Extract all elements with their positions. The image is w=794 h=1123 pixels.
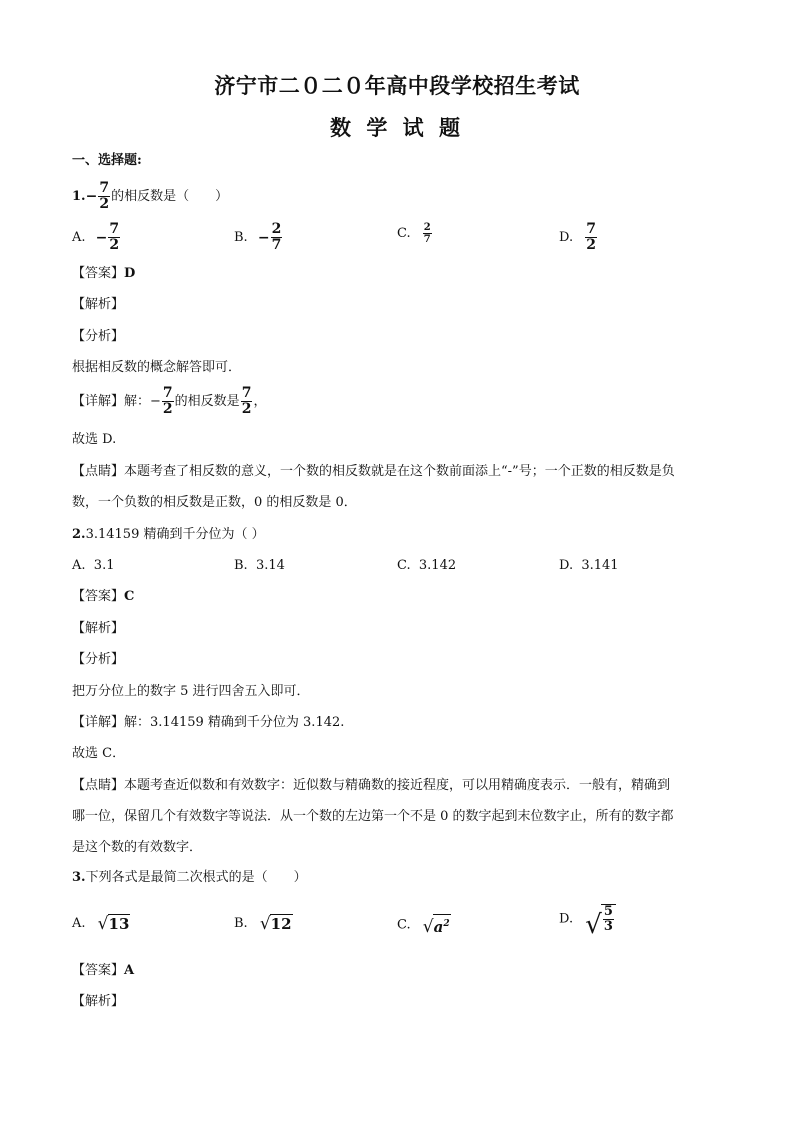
q1-frac-den: 2 <box>99 196 110 212</box>
q1-option-d <box>559 222 598 253</box>
frac-num: 2 <box>271 221 282 237</box>
q3-analysis-label: 【解析】 <box>72 994 125 1009</box>
detail-label: 【详解】 <box>72 394 125 409</box>
answer-label: 【答案】 <box>72 589 125 604</box>
detail-mid: 的相反数是 <box>174 394 240 409</box>
q1-fenxi-label: 【分析】 <box>72 329 125 344</box>
option-letter: A. <box>72 230 86 245</box>
q2-stem <box>72 526 265 544</box>
radicand-fraction <box>603 905 614 934</box>
q2-option-a <box>72 557 114 575</box>
option-fraction <box>271 222 283 253</box>
frac-den: 3 <box>603 919 613 934</box>
q2-answer <box>72 588 134 606</box>
radicand: 12 <box>270 915 292 933</box>
dianjing-label: 【点睛】 <box>72 464 125 479</box>
detail-end: ， <box>253 394 267 409</box>
option-letter: A. <box>72 558 86 573</box>
frac-den: 2 <box>586 237 596 253</box>
q3-stem <box>72 869 307 887</box>
radicand <box>433 914 451 936</box>
q2-fenxi-text: 把万分位上的数字 5 进行四舍五入即可． <box>72 684 310 699</box>
frac-den: 2 <box>109 237 120 253</box>
option-letter: D. <box>559 230 574 245</box>
q1-detail <box>72 386 266 417</box>
q1-minus: − <box>85 188 98 205</box>
radical-sign: √ <box>422 917 434 937</box>
q2-option-d <box>559 557 619 575</box>
q2-number: 2. <box>72 527 86 542</box>
q1-dianjing-line2: 数，一个负数的相反数是正数，0 的相反数是 0． <box>72 495 357 510</box>
option-value: 3.14 <box>255 558 285 573</box>
radicand: 13 <box>108 915 130 933</box>
detail-text: 解：3.14159 精确到千分位为 3.142. <box>124 715 345 730</box>
radical-sign: √ <box>259 914 271 934</box>
dianjing-label: 【点睛】 <box>72 778 125 793</box>
q1-stem-text: 的相反数是（ ） <box>111 189 229 204</box>
q2-stem-text: 3.14159 精确到千分位为（ ） <box>85 527 265 542</box>
q1-choose: 故选 D. <box>72 432 117 447</box>
radicand <box>601 904 616 934</box>
page-subtitle: 数 学 试 题 <box>330 115 464 140</box>
q1-fraction <box>98 181 110 212</box>
option-value: 3.141 <box>581 558 619 573</box>
option-letter: B. <box>234 916 248 931</box>
option-letter: C. <box>397 917 411 933</box>
frac-num: 7 <box>586 221 596 237</box>
frac-num: 7 <box>109 221 120 237</box>
q3-answer <box>72 962 134 980</box>
radical <box>585 904 616 940</box>
q1-dianjing-line1 <box>72 463 675 481</box>
page-title: 济宁市二０二０年高中段学校招生考试 <box>214 73 580 98</box>
option-fraction <box>585 222 597 253</box>
option-letter: A. <box>72 916 86 931</box>
q2-dianjing-line2: 哪一位，保留几个有效数字等说法．从一个数的左边第一个不是 0 的数字起到末位数字止，所有的数字都 <box>72 809 674 824</box>
q2-analysis-label: 【解析】 <box>72 621 125 636</box>
detail-label: 【详解】 <box>72 715 125 730</box>
radical-sign: √ <box>585 910 602 940</box>
q2-dianjing-line3: 是这个数的有效数字． <box>72 840 203 855</box>
option-letter: C. <box>397 226 411 241</box>
q1-number: 1. <box>72 189 86 204</box>
q2-detail <box>72 714 344 732</box>
q1-answer <box>72 265 135 283</box>
dianjing-text: 本题考查了相反数的意义，一个数的相反数就是在这个数前面添上“-”号；一个正数的相反数是负 <box>124 464 675 479</box>
option-sign: − <box>257 229 270 246</box>
option-letter: B. <box>234 558 248 573</box>
q1-option-c <box>397 222 433 245</box>
answer-label: 【答案】 <box>72 963 125 978</box>
option-letter: D. <box>559 911 574 927</box>
frac-num: 7 <box>162 385 173 401</box>
radical <box>98 914 131 933</box>
q1-fenxi-text: 根据相反数的概念解答即可． <box>72 360 242 375</box>
radical <box>260 914 293 933</box>
option-value: 3.142 <box>418 558 457 573</box>
answer-value: A <box>124 963 135 978</box>
frac-num: 5 <box>603 904 613 919</box>
detail-fraction-2 <box>241 386 253 417</box>
q1-option-b <box>234 222 283 253</box>
q3-option-d <box>559 904 616 940</box>
frac-den: 7 <box>271 237 282 253</box>
q1-analysis-label: 【解析】 <box>72 297 125 312</box>
q3-option-c <box>397 914 451 936</box>
q2-dianjing-line1 <box>72 777 670 795</box>
q3-stem-text: 下列各式是最简二次根式的是（ ） <box>85 870 307 885</box>
option-letter: C. <box>397 558 411 573</box>
frac-den: 2 <box>241 401 252 417</box>
q2-fenxi-label: 【分析】 <box>72 652 125 667</box>
q1-frac-num: 7 <box>99 180 110 196</box>
option-letter: B. <box>234 230 248 245</box>
option-sign: − <box>95 229 108 246</box>
detail-prefix: 解：− <box>124 394 161 409</box>
answer-value: D <box>124 266 136 281</box>
q3-option-a <box>72 914 130 933</box>
radicand-exponent: 2 <box>443 919 450 929</box>
answer-label: 【答案】 <box>72 266 125 281</box>
radical <box>423 914 451 936</box>
option-value: 3.1 <box>93 558 115 573</box>
radical-sign: √ <box>97 914 109 934</box>
q3-option-b <box>234 914 293 933</box>
detail-fraction-1 <box>162 386 174 417</box>
q1-option-a <box>72 222 121 253</box>
frac-den: 2 <box>162 401 173 417</box>
section-heading: 一、选择题: <box>72 153 142 168</box>
frac-num: 2 <box>423 222 431 233</box>
option-fraction <box>423 222 432 245</box>
radicand-base: a <box>433 918 444 936</box>
option-letter: D. <box>559 558 574 573</box>
q3-number: 3. <box>72 870 86 885</box>
dianjing-text: 本题考查近似数和有效数字：近似数与精确数的接近程度，可以用精确度表示．一般有，精确到 <box>124 778 671 793</box>
q2-choose: 故选 C． <box>72 746 126 761</box>
q1-stem <box>72 181 228 212</box>
answer-value: C <box>124 589 135 604</box>
frac-den: 7 <box>423 234 431 245</box>
option-fraction <box>108 222 120 253</box>
frac-num: 7 <box>241 385 252 401</box>
q2-option-c <box>397 557 456 575</box>
q2-option-b <box>234 557 285 575</box>
